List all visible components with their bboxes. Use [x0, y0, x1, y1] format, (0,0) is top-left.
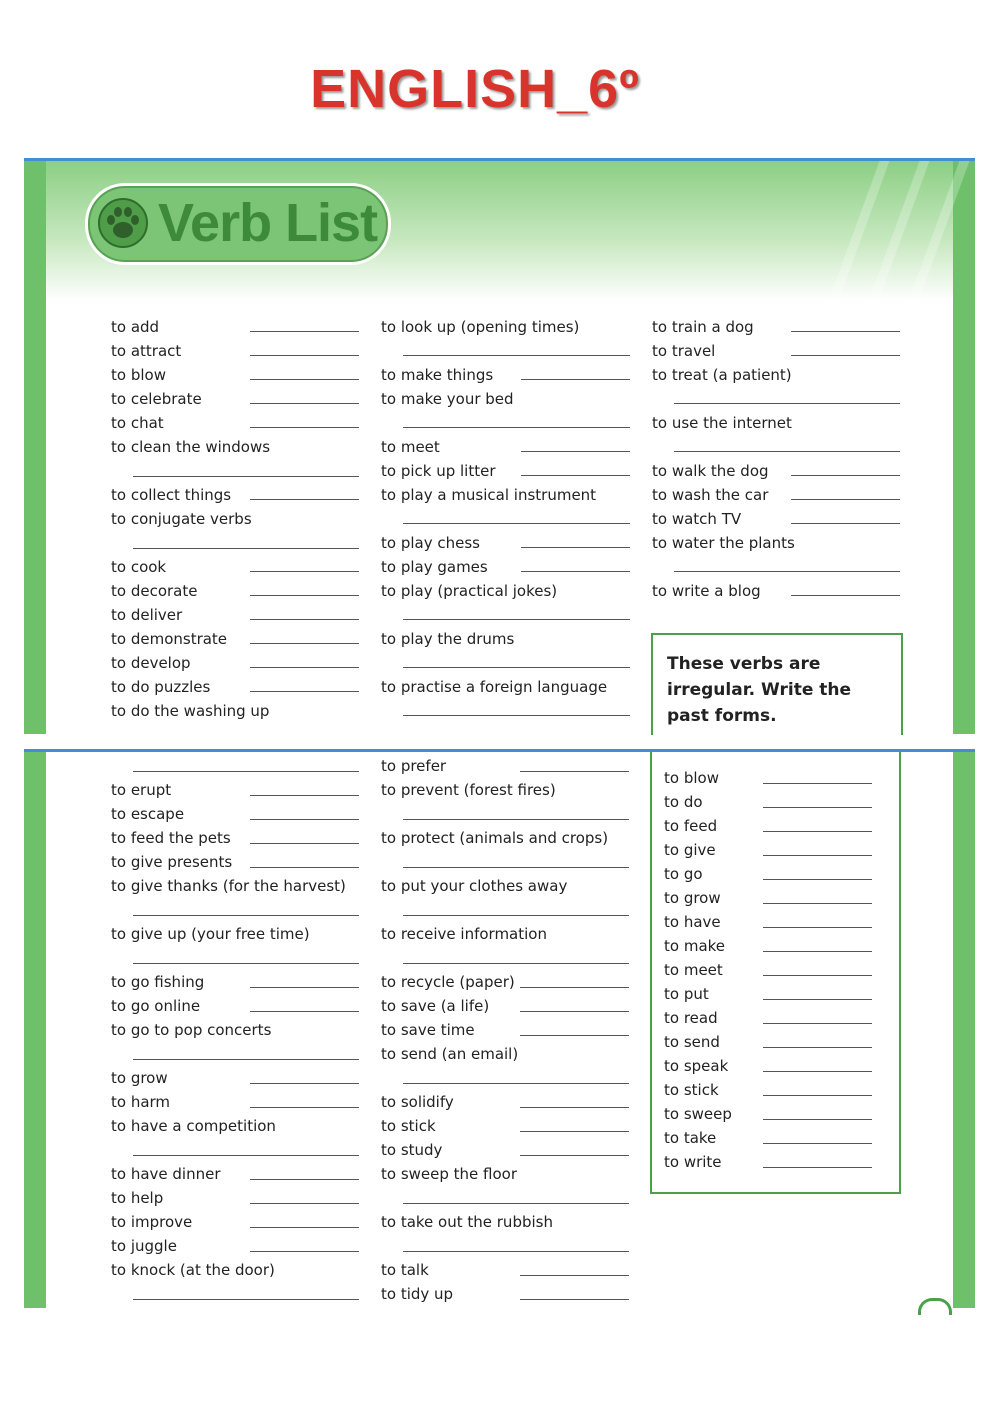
answer-line[interactable] — [403, 819, 629, 820]
verb-item: to write a blog — [652, 582, 761, 600]
answer-line[interactable] — [133, 1059, 359, 1060]
past-form-line[interactable] — [763, 1023, 872, 1024]
answer-line[interactable] — [403, 867, 629, 868]
irregular-verb-item: to take — [664, 1129, 717, 1147]
irregular-verb-item: to go — [664, 865, 703, 883]
answer-line[interactable] — [520, 1107, 629, 1108]
past-form-line[interactable] — [763, 1167, 872, 1168]
verb-item: to meet — [381, 438, 440, 456]
irregular-verb-item: to put — [664, 985, 709, 1003]
verb-item: to solidify — [381, 1093, 454, 1111]
answer-line[interactable] — [791, 331, 900, 332]
answer-line[interactable] — [250, 427, 359, 428]
answer-line[interactable] — [403, 1203, 629, 1204]
irregular-verb-item: to feed — [664, 817, 718, 835]
answer-line[interactable] — [520, 987, 629, 988]
verb-item: to play games — [381, 558, 488, 576]
past-form-line[interactable] — [763, 951, 872, 952]
verb-item: to decorate — [111, 582, 198, 600]
answer-line[interactable] — [250, 619, 359, 620]
answer-line[interactable] — [403, 915, 629, 916]
answer-line[interactable] — [791, 475, 900, 476]
answer-line[interactable] — [520, 771, 629, 772]
verb-item: to chat — [111, 414, 164, 432]
publisher-logo-icon — [918, 1298, 952, 1315]
answer-line[interactable] — [250, 379, 359, 380]
past-form-line[interactable] — [763, 1143, 872, 1144]
verb-item: to give thanks (for the harvest) — [111, 877, 346, 895]
past-form-line[interactable] — [763, 879, 872, 880]
verb-item: to play (practical jokes) — [381, 582, 558, 600]
answer-line[interactable] — [520, 1299, 629, 1300]
verb-item: to save (a life) — [381, 997, 490, 1015]
answer-line[interactable] — [133, 1299, 359, 1300]
verb-item: to juggle — [111, 1237, 177, 1255]
answer-line[interactable] — [791, 355, 900, 356]
verb-item: to play a musical instrument — [381, 486, 597, 504]
verb-item: to take out the rubbish — [381, 1213, 553, 1231]
irregular-verb-item: to have — [664, 913, 721, 931]
answer-line[interactable] — [521, 547, 630, 548]
verb-item: to go to pop concerts — [111, 1021, 272, 1039]
answer-line[interactable] — [521, 451, 630, 452]
answer-line[interactable] — [133, 963, 359, 964]
irregular-verb-item: to meet — [664, 961, 723, 979]
verb-item: to have dinner — [111, 1165, 221, 1183]
answer-line[interactable] — [250, 1227, 359, 1228]
answer-line[interactable] — [403, 715, 630, 716]
verb-item: to make your bed — [381, 390, 514, 408]
answer-line[interactable] — [250, 1203, 359, 1204]
verb-list-banner — [85, 183, 391, 265]
answer-line[interactable] — [133, 476, 359, 477]
verb-item: to talk — [381, 1261, 429, 1279]
verb-item: to recycle (paper) — [381, 973, 515, 991]
verb-item: to collect things — [111, 486, 232, 504]
answer-line[interactable] — [133, 1155, 359, 1156]
verb-item: to study — [381, 1141, 443, 1159]
banner-title: Verb List — [158, 193, 378, 253]
past-form-line[interactable] — [763, 1095, 872, 1096]
verb-item: to celebrate — [111, 390, 202, 408]
verb-item: to treat (a patient) — [652, 366, 792, 384]
answer-line[interactable] — [521, 571, 630, 572]
page-title: ENGLISH_6º — [310, 59, 640, 119]
answer-line[interactable] — [791, 523, 900, 524]
verb-item: to put your clothes away — [381, 877, 568, 895]
verb-item: to look up (opening times) — [381, 318, 580, 336]
verb-item: to watch TV — [652, 510, 742, 528]
verb-item: to erupt — [111, 781, 172, 799]
answer-line[interactable] — [250, 1107, 359, 1108]
verb-item: to tidy up — [381, 1285, 454, 1303]
answer-line[interactable] — [250, 595, 359, 596]
verb-item: to wash the car — [652, 486, 769, 504]
paw-print-icon — [98, 198, 148, 248]
answer-line[interactable] — [403, 619, 630, 620]
answer-line[interactable] — [520, 1011, 629, 1012]
past-form-line[interactable] — [763, 855, 872, 856]
past-form-line[interactable] — [763, 807, 872, 808]
answer-line[interactable] — [250, 643, 359, 644]
answer-line[interactable] — [250, 667, 359, 668]
verb-item: to develop — [111, 654, 191, 672]
irregular-verb-item: to do — [664, 793, 703, 811]
irregular-verb-item: to send — [664, 1033, 720, 1051]
verb-item: to grow — [111, 1069, 168, 1087]
verb-item: to prefer — [381, 757, 447, 775]
answer-line[interactable] — [250, 355, 359, 356]
answer-line[interactable] — [133, 548, 359, 549]
answer-line[interactable] — [520, 1131, 629, 1132]
past-form-line[interactable] — [763, 927, 872, 928]
irregular-verb-item: to read — [664, 1009, 718, 1027]
verb-item: to walk the dog — [652, 462, 769, 480]
answer-line[interactable] — [250, 843, 359, 844]
past-form-line[interactable] — [763, 1047, 872, 1048]
answer-line[interactable] — [791, 499, 900, 500]
verb-item: to practise a foreign language — [381, 678, 608, 696]
irregular-verb-item: to write — [664, 1153, 722, 1171]
verb-item: to deliver — [111, 606, 183, 624]
answer-line[interactable] — [403, 1083, 629, 1084]
past-form-line[interactable] — [763, 975, 872, 976]
past-form-line[interactable] — [763, 1071, 872, 1072]
verb-item: to use the internet — [652, 414, 792, 432]
answer-line[interactable] — [403, 427, 630, 428]
verb-item: to save time — [381, 1021, 475, 1039]
answer-line[interactable] — [520, 1275, 629, 1276]
verb-item: to give up (your free time) — [111, 925, 310, 943]
verb-item: to do the washing up — [111, 702, 270, 720]
verb-item: to help — [111, 1189, 164, 1207]
verb-item: to demonstrate — [111, 630, 228, 648]
irregular-verb-item: to sweep — [664, 1105, 732, 1123]
answer-line[interactable] — [791, 595, 900, 596]
verb-item: to play chess — [381, 534, 480, 552]
verb-item: to feed the pets — [111, 829, 231, 847]
irregular-verb-item: to speak — [664, 1057, 729, 1075]
answer-line[interactable] — [403, 667, 630, 668]
verb-item: to clean the windows — [111, 438, 271, 456]
past-form-line[interactable] — [763, 783, 872, 784]
verb-item: to improve — [111, 1213, 193, 1231]
verb-item: to sweep the floor — [381, 1165, 518, 1183]
verb-item: to receive information — [381, 925, 547, 943]
answer-line[interactable] — [133, 771, 359, 772]
verb-item: to train a dog — [652, 318, 754, 336]
past-form-line[interactable] — [763, 903, 872, 904]
answer-line[interactable] — [250, 867, 359, 868]
answer-line[interactable] — [250, 1011, 359, 1012]
verb-item: to travel — [652, 342, 716, 360]
answer-line[interactable] — [520, 1035, 629, 1036]
answer-line[interactable] — [250, 499, 359, 500]
answer-line[interactable] — [403, 523, 630, 524]
answer-line[interactable] — [674, 451, 900, 452]
answer-line[interactable] — [250, 331, 359, 332]
irregular-note-box — [651, 633, 903, 735]
verb-item: to add — [111, 318, 160, 336]
answer-line[interactable] — [250, 1083, 359, 1084]
answer-line[interactable] — [250, 403, 359, 404]
answer-line[interactable] — [250, 691, 359, 692]
verb-item: to make things — [381, 366, 494, 384]
answer-line[interactable] — [520, 1155, 629, 1156]
answer-line[interactable] — [521, 379, 630, 380]
verb-item: to pick up litter — [381, 462, 496, 480]
past-form-line[interactable] — [763, 999, 872, 1000]
answer-line[interactable] — [133, 915, 359, 916]
answer-line[interactable] — [403, 355, 630, 356]
verb-item: to water the plants — [652, 534, 795, 552]
irregular-verb-item: to stick — [664, 1081, 719, 1099]
verb-item: to protect (animals and crops) — [381, 829, 609, 847]
verb-item: to blow — [111, 366, 166, 384]
verb-item: to harm — [111, 1093, 171, 1111]
answer-line[interactable] — [250, 1251, 359, 1252]
verb-item: to have a competition — [111, 1117, 276, 1135]
verb-item: to send (an email) — [381, 1045, 519, 1063]
answer-line[interactable] — [250, 571, 359, 572]
answer-line[interactable] — [250, 1179, 359, 1180]
answer-line[interactable] — [250, 795, 359, 796]
verb-item: to prevent (forest fires) — [381, 781, 556, 799]
verb-item: to attract — [111, 342, 182, 360]
irregular-verb-item: to blow — [664, 769, 719, 787]
answer-line[interactable] — [674, 571, 900, 572]
answer-line[interactable] — [403, 1251, 629, 1252]
verb-item: to conjugate verbs — [111, 510, 252, 528]
answer-line[interactable] — [250, 819, 359, 820]
verb-item: to do puzzles — [111, 678, 211, 696]
verb-item: to go fishing — [111, 973, 205, 991]
verb-item: to go online — [111, 997, 201, 1015]
answer-line[interactable] — [250, 987, 359, 988]
verb-item: to knock (at the door) — [111, 1261, 275, 1279]
irregular-verb-item: to give — [664, 841, 716, 859]
verb-item: to escape — [111, 805, 185, 823]
irregular-verb-item: to make — [664, 937, 726, 955]
answer-line[interactable] — [674, 403, 900, 404]
verb-item: to cook — [111, 558, 167, 576]
past-form-line[interactable] — [763, 1119, 872, 1120]
past-form-line[interactable] — [763, 831, 872, 832]
answer-line[interactable] — [403, 963, 629, 964]
answer-line[interactable] — [521, 475, 630, 476]
verb-item: to stick — [381, 1117, 436, 1135]
irregular-note: These verbs are irregular. Write the past forms. — [667, 654, 852, 726]
irregular-verb-item: to grow — [664, 889, 721, 907]
verb-item: to play the drums — [381, 630, 515, 648]
verb-item: to give presents — [111, 853, 233, 871]
